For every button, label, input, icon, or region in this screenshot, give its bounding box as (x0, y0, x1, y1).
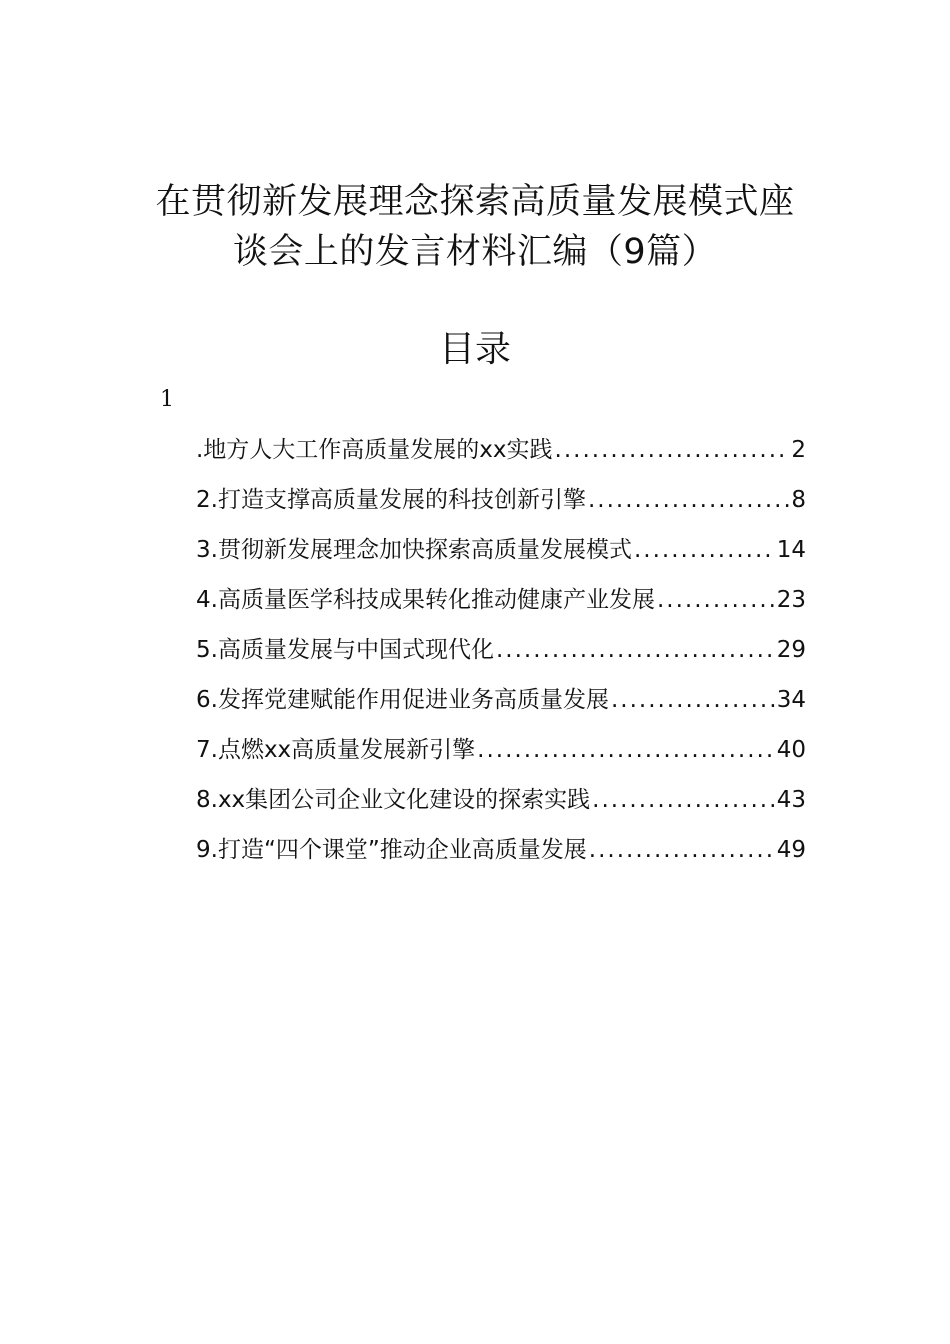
toc-entry-title: 4.高质量医学科技成果转化推动健康产业发展 (196, 587, 655, 613)
toc-entry-page: 34 (776, 687, 806, 713)
toc-dot-leader (592, 775, 775, 825)
toc-entry-title: 7.点燃xx高质量发展新引擎 (196, 737, 476, 763)
toc-entry[interactable] (196, 475, 806, 525)
toc-dot-leader (657, 575, 775, 625)
toc-entry[interactable] (196, 425, 806, 475)
toc-dot-leader (611, 675, 775, 725)
toc-entry[interactable] (196, 625, 806, 675)
page-number-marker: 1 (160, 387, 174, 412)
toc-dot-leader (634, 525, 775, 575)
toc-entry-page: 8 (791, 487, 806, 513)
document-title-line-1: 在贯彻新发展理念探索高质量发展模式座 (155, 182, 795, 222)
toc-entry[interactable] (196, 575, 806, 625)
toc-dot-leader (588, 475, 789, 525)
toc-entry-page: 43 (776, 787, 806, 813)
toc-entry-page: 23 (776, 587, 806, 613)
toc-entry-page: 14 (776, 537, 806, 563)
toc-entry[interactable] (196, 775, 806, 825)
toc-entry-title: 3.贯彻新发展理念加快探索高质量发展模式 (196, 537, 632, 563)
toc-entry-title: .地方人大工作高质量发展的xx实践 (196, 437, 553, 463)
toc-entry-page: 49 (776, 837, 806, 863)
toc-entry-page: 40 (776, 737, 806, 763)
toc-heading: 目录 (438, 329, 511, 370)
toc-entry-page: 29 (776, 637, 806, 663)
toc-entry[interactable] (196, 725, 806, 775)
toc-entry-page: 2 (791, 437, 806, 463)
toc-entry[interactable] (196, 525, 806, 575)
toc-entry-title: 6.发挥党建赋能作用促进业务高质量发展 (196, 687, 609, 713)
toc-entry-title: 8.xx集团公司企业文化建设的探索实践 (196, 787, 591, 813)
toc-dot-leader (555, 425, 790, 475)
toc-entry-title: 5.高质量发展与中国式现代化 (196, 637, 494, 663)
toc-entry-title: 9.打造“四个课堂”推动企业高质量发展 (196, 837, 587, 863)
toc-entry-title: 2.打造支撑高质量发展的科技创新引擎 (196, 487, 586, 513)
toc-dot-leader (589, 825, 775, 875)
toc-dot-leader (496, 625, 775, 675)
document-title-line-2: 谈会上的发言材料汇编（9篇） (232, 232, 718, 272)
toc-dot-leader (477, 725, 775, 775)
table-of-contents (196, 425, 806, 875)
toc-entry[interactable] (196, 675, 806, 725)
toc-entry[interactable] (196, 825, 806, 875)
